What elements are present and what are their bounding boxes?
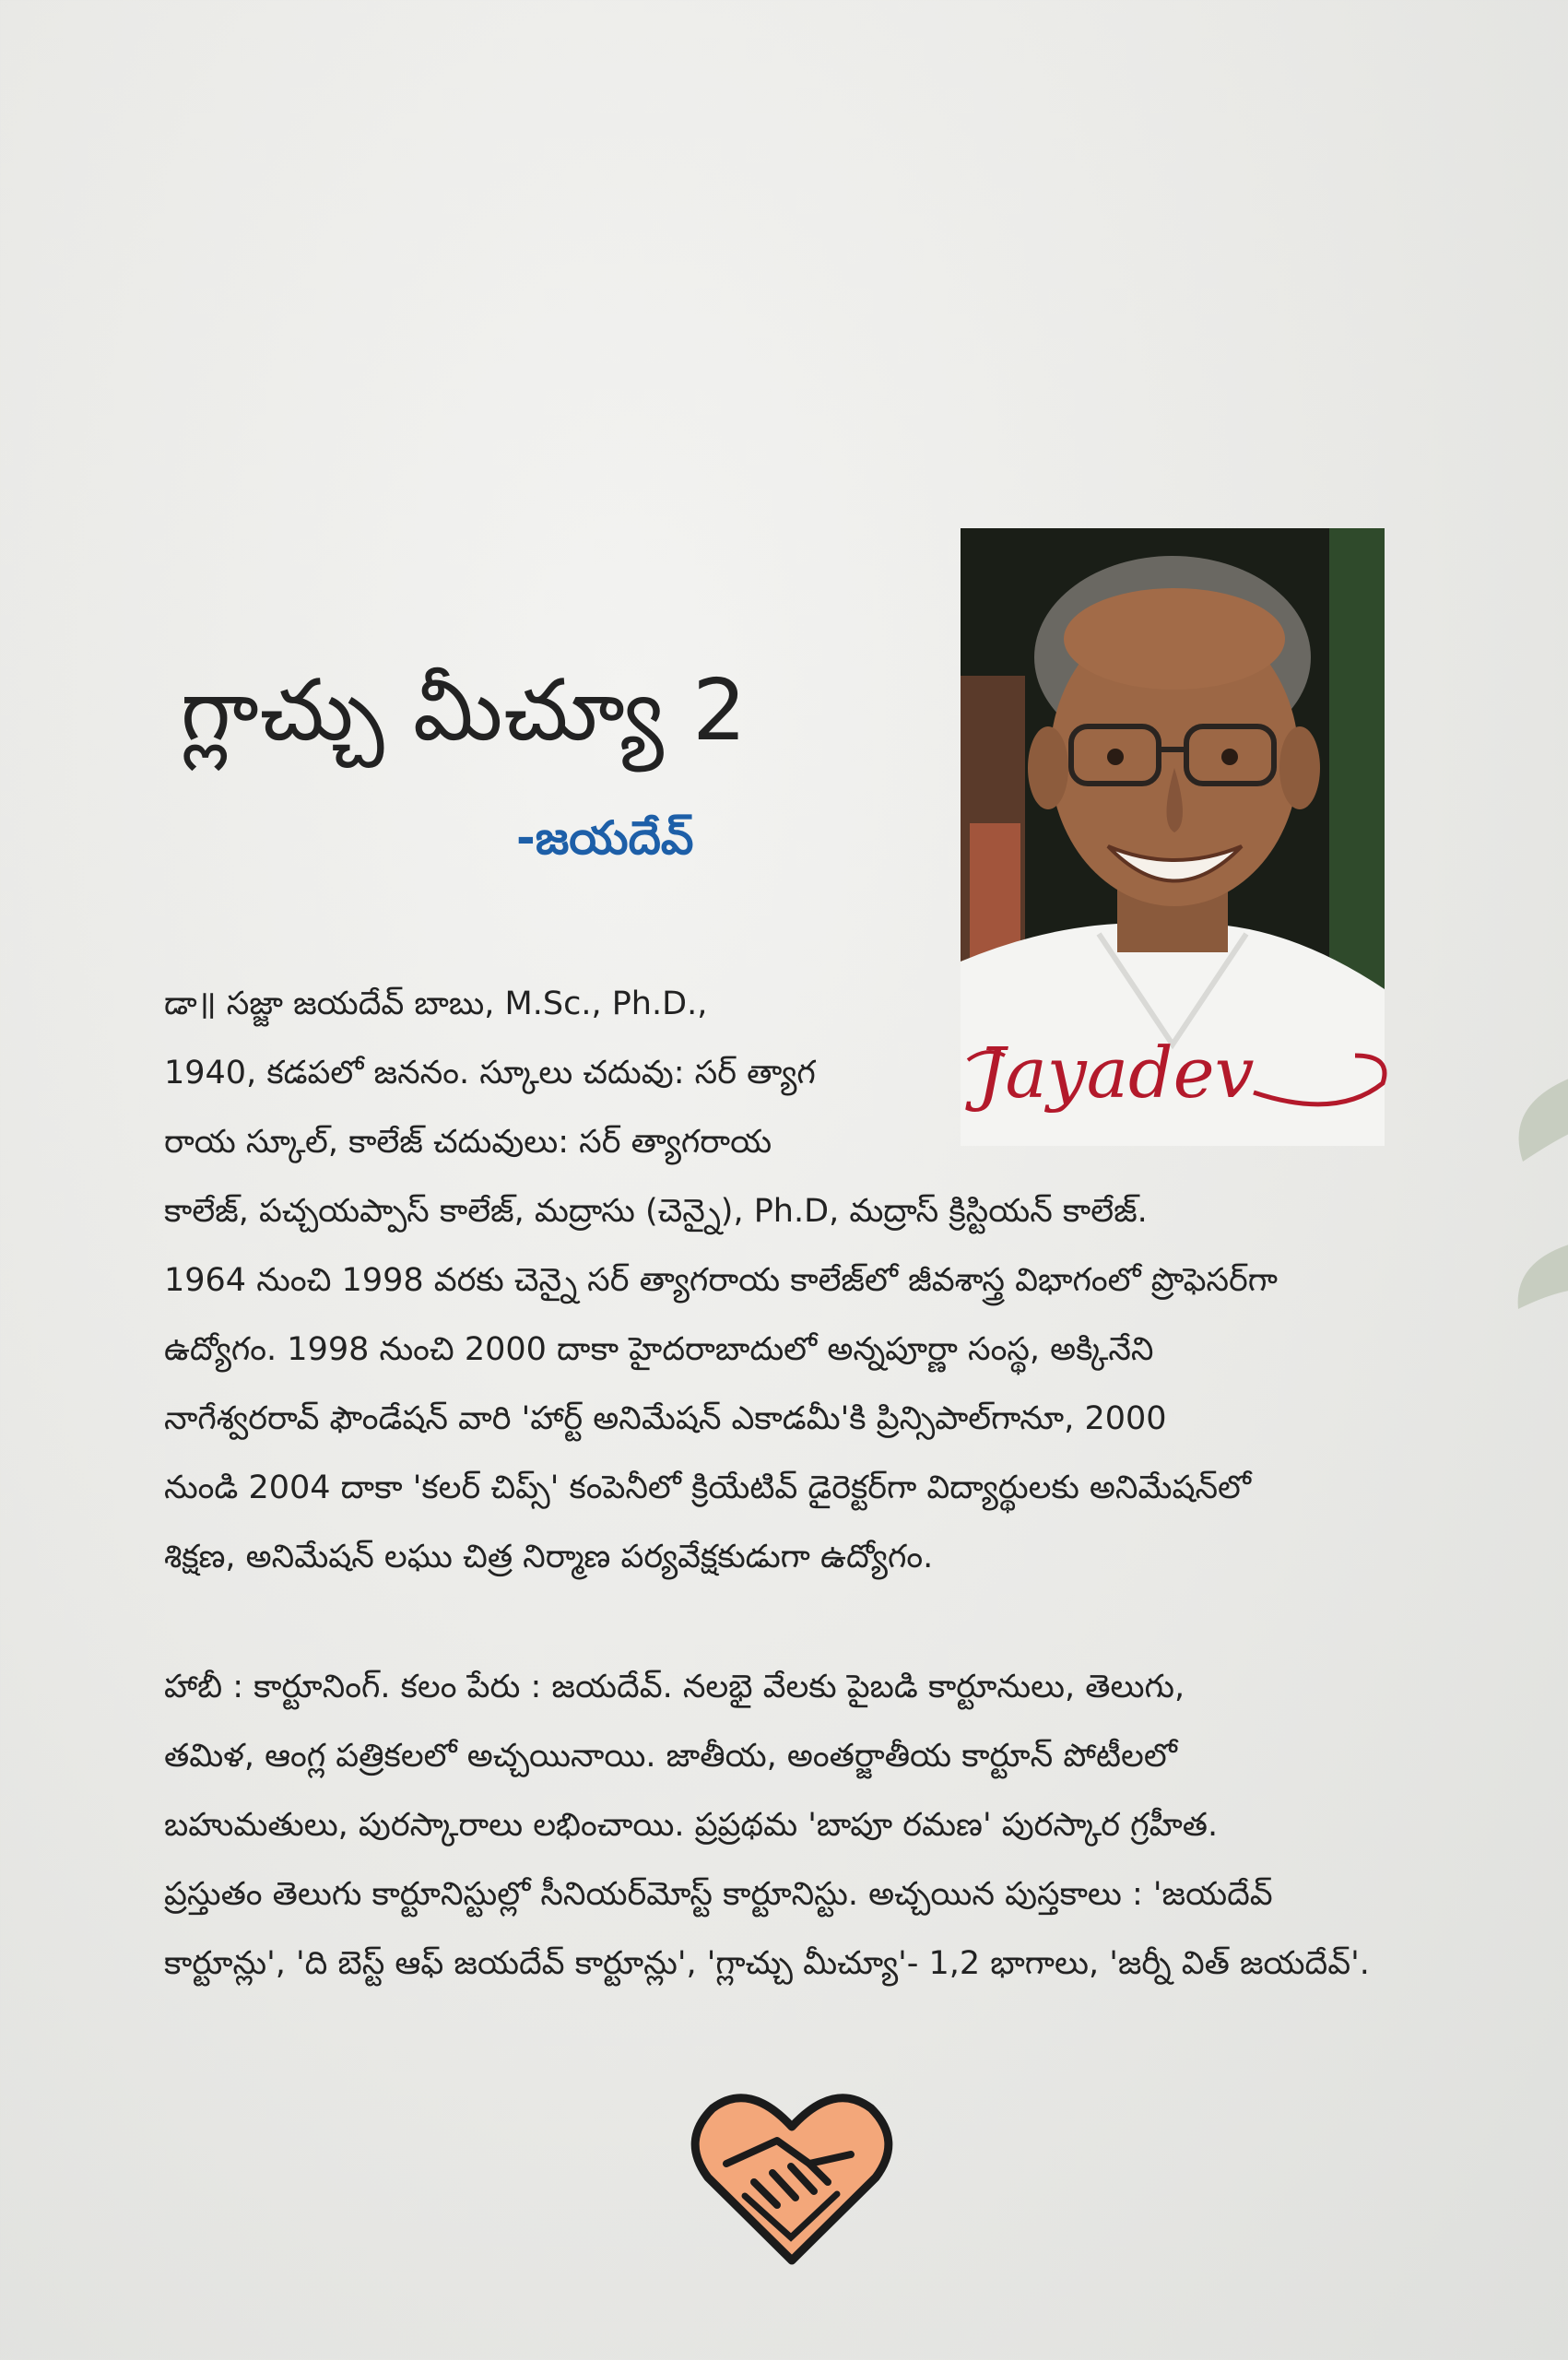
bio-line: 1940, కడపలో జననం. స్కూలు చదువు: సర్ త్యాగ [164,1055,816,1092]
author-biography [164,970,1413,1592]
author-hobby-section [164,1653,1413,1999]
bio-line: నాగేశ్వరరావ్ ఫౌండేషన్ వారి 'హార్ట్ అనిమేషన్ ఎకాడమీ'కి ప్రిన్సిపాల్‌గానూ, 2000 [164,1400,1167,1437]
hobby-line: హాబీ : కార్టూనింగ్. కలం పేరు : జయదేవ్. నలభై వేలకు పైబడి కార్టూనులు, తెలుగు, [164,1669,1185,1705]
bio-line: రాయ స్కూల్, కాలేజ్ చదువులు: సర్ త్యాగరాయ [164,1124,772,1161]
decorative-leaf-icon [1504,1079,1568,1328]
book-title: గ్లాచ్చు మీచ్యూ 2 [181,661,748,760]
bio-line: డా॥ సజ్జా జయదేవ్ బాబు, M.Sc., Ph.D., [164,985,708,1022]
hobby-line: బహుమతులు, పురస్కారాలు లభించాయి. ప్రప్రథమ 'బాపూ రమణ' పురస్కార గ్రహీత. [164,1807,1219,1844]
bio-line: 1964 నుంచి 1998 వరకు చెన్నై సర్ త్యాగరాయ కాలేజ్‌లో జీవశాస్త్ర విభాగంలో ప్రొఫెసర్‌గా [164,1262,1279,1299]
heart-handshake-icon [690,2085,894,2268]
bio-line: ఉద్యోగం. 1998 నుంచి 2000 దాకా హైదరాబాదులో అన్నపూర్ణా సంస్థ, అక్కినేని [164,1331,1154,1368]
hobby-line: ప్రస్తుతం తెలుగు కార్టూనిస్టుల్లో సీనియర్‌మోస్ట్ కార్టూనిస్టు. అచ్చయిన పుస్తకాలు : 'జయదేవ్ [164,1876,1273,1913]
bio-line: శిక్షణ, అనిమేషన్ లఘు చిత్ర నిర్మాణ పర్యవేక్షకుడుగా ఉద్యోగం. [164,1539,934,1575]
svg-text:Jayadev: Jayadev [977,1032,1255,1114]
hobby-line: కార్టూన్లు', 'ది బెస్ట్ ఆఫ్ జయదేవ్ కార్టూన్లు', 'గ్లాచ్చు మీచ్యూ'- 1,2 భాగాలు, 'జర్నీ విత్ జయదేవ్'. [164,1945,1370,1982]
bio-line: కాలేజ్, పచ్చయప్పాస్ కాలేజ్, మద్రాసు (చెన్నై), Ph.D, మద్రాస్ క్రిస్టియన్ కాలేజ్. [164,1193,1148,1230]
hobby-line: తమిళ, ఆంగ్ల పత్రికలలో అచ్చయినాయి. జాతీయ, అంతర్జాతీయ కార్టూన్ పోటీలలో [164,1738,1177,1775]
bio-line: నుండి 2004 దాకా 'కలర్ చిప్స్' కంపెనీలో క్రియేటివ్ డైరెక్టర్‌గా విద్యార్థులకు అనిమేషన్‌లో [164,1469,1252,1506]
book-author: -జయదేవ్ [516,811,694,865]
